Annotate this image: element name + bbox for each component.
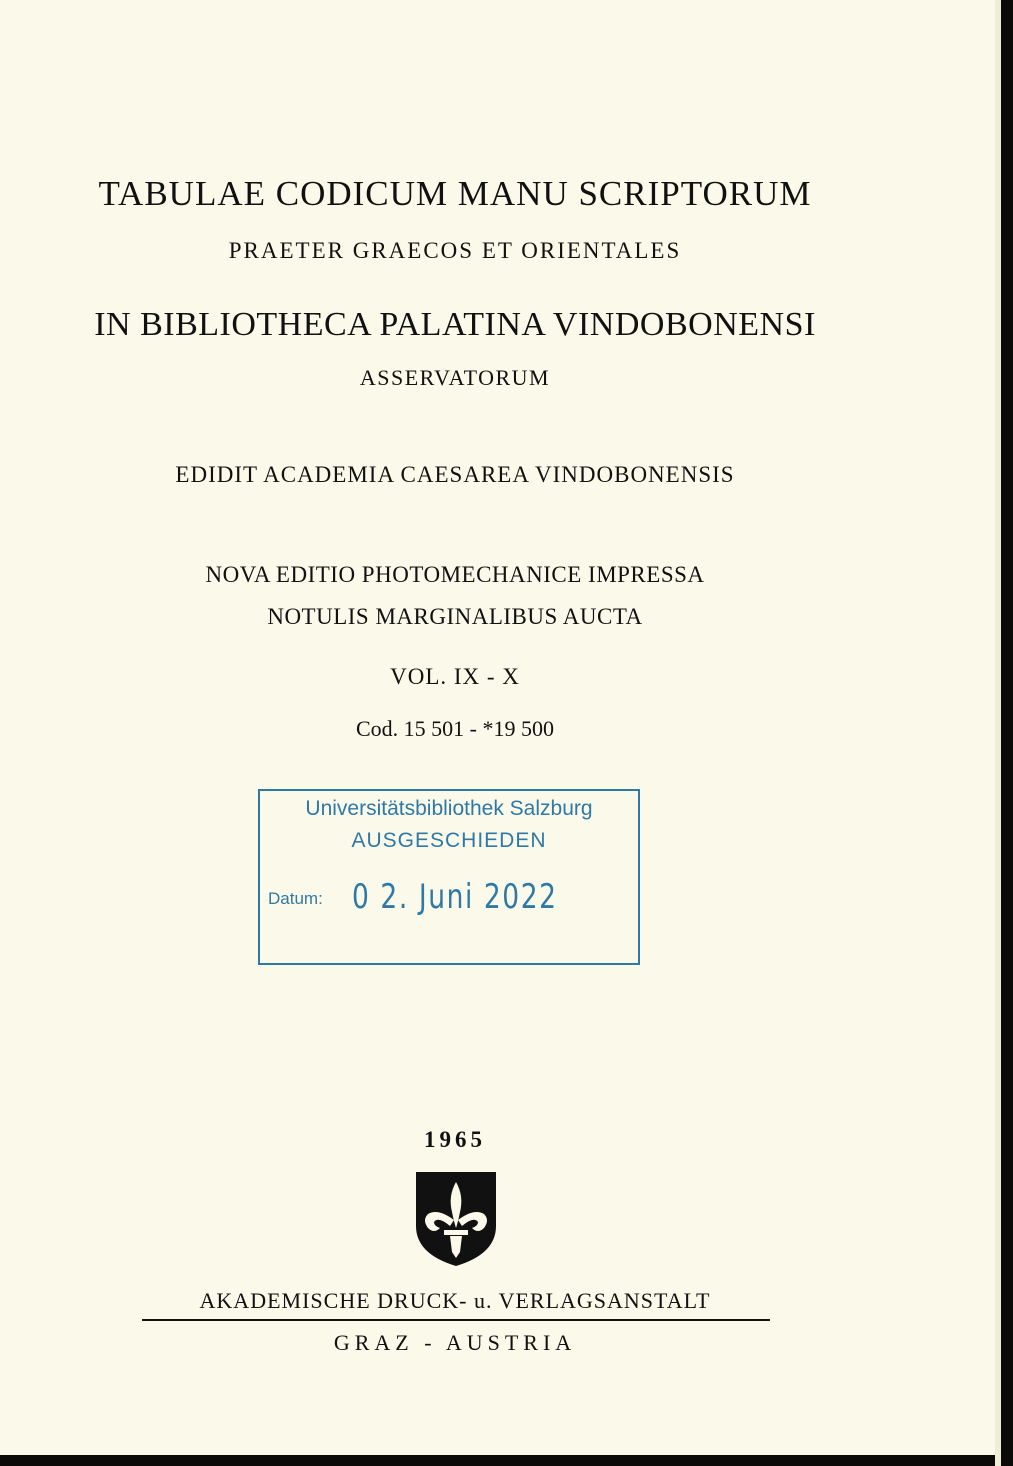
page-edge	[995, 0, 1001, 1466]
title-line-3: IN BIBLIOTHECA PALATINA VINDOBONENSI	[94, 306, 816, 343]
edition-line-2: NOTULIS MARGINALIBUS AUCTA	[267, 604, 643, 629]
stamp-date-label: Datum:	[268, 889, 323, 908]
edition-line-1: NOVA EDITIO PHOTOMECHANICE IMPRESSA	[205, 562, 705, 587]
publication-year: 1965	[424, 1127, 486, 1152]
stamp-status: AUSGESCHIEDEN	[351, 829, 547, 852]
publisher-rule	[142, 1319, 770, 1321]
title-line-2: PRAETER GRAECOS ET ORIENTALES	[228, 238, 682, 263]
codices-line: Cod. 15 501 - *19 500	[356, 716, 554, 741]
stamp-date: 0 2. Juni 2022	[352, 877, 558, 917]
title-line-4: ASSERVATORUM	[359, 365, 551, 390]
stamp-library: Universitätsbibliothek Salzburg	[305, 797, 593, 820]
volume-line: VOL. IX - X	[390, 664, 520, 689]
library-stamp	[258, 789, 640, 965]
publisher-place: GRAZ - AUSTRIA	[333, 1330, 577, 1355]
fleur-de-lis-shield-icon	[414, 1168, 498, 1268]
editor-line: EDIDIT ACADEMIA CAESAREA VINDOBONENSIS	[175, 462, 735, 487]
publisher-name: AKADEMISCHE DRUCK- u. VERLAGSANSTALT	[199, 1288, 711, 1313]
title-line-1: TABULAE CODICUM MANU SCRIPTORUM	[98, 174, 812, 213]
